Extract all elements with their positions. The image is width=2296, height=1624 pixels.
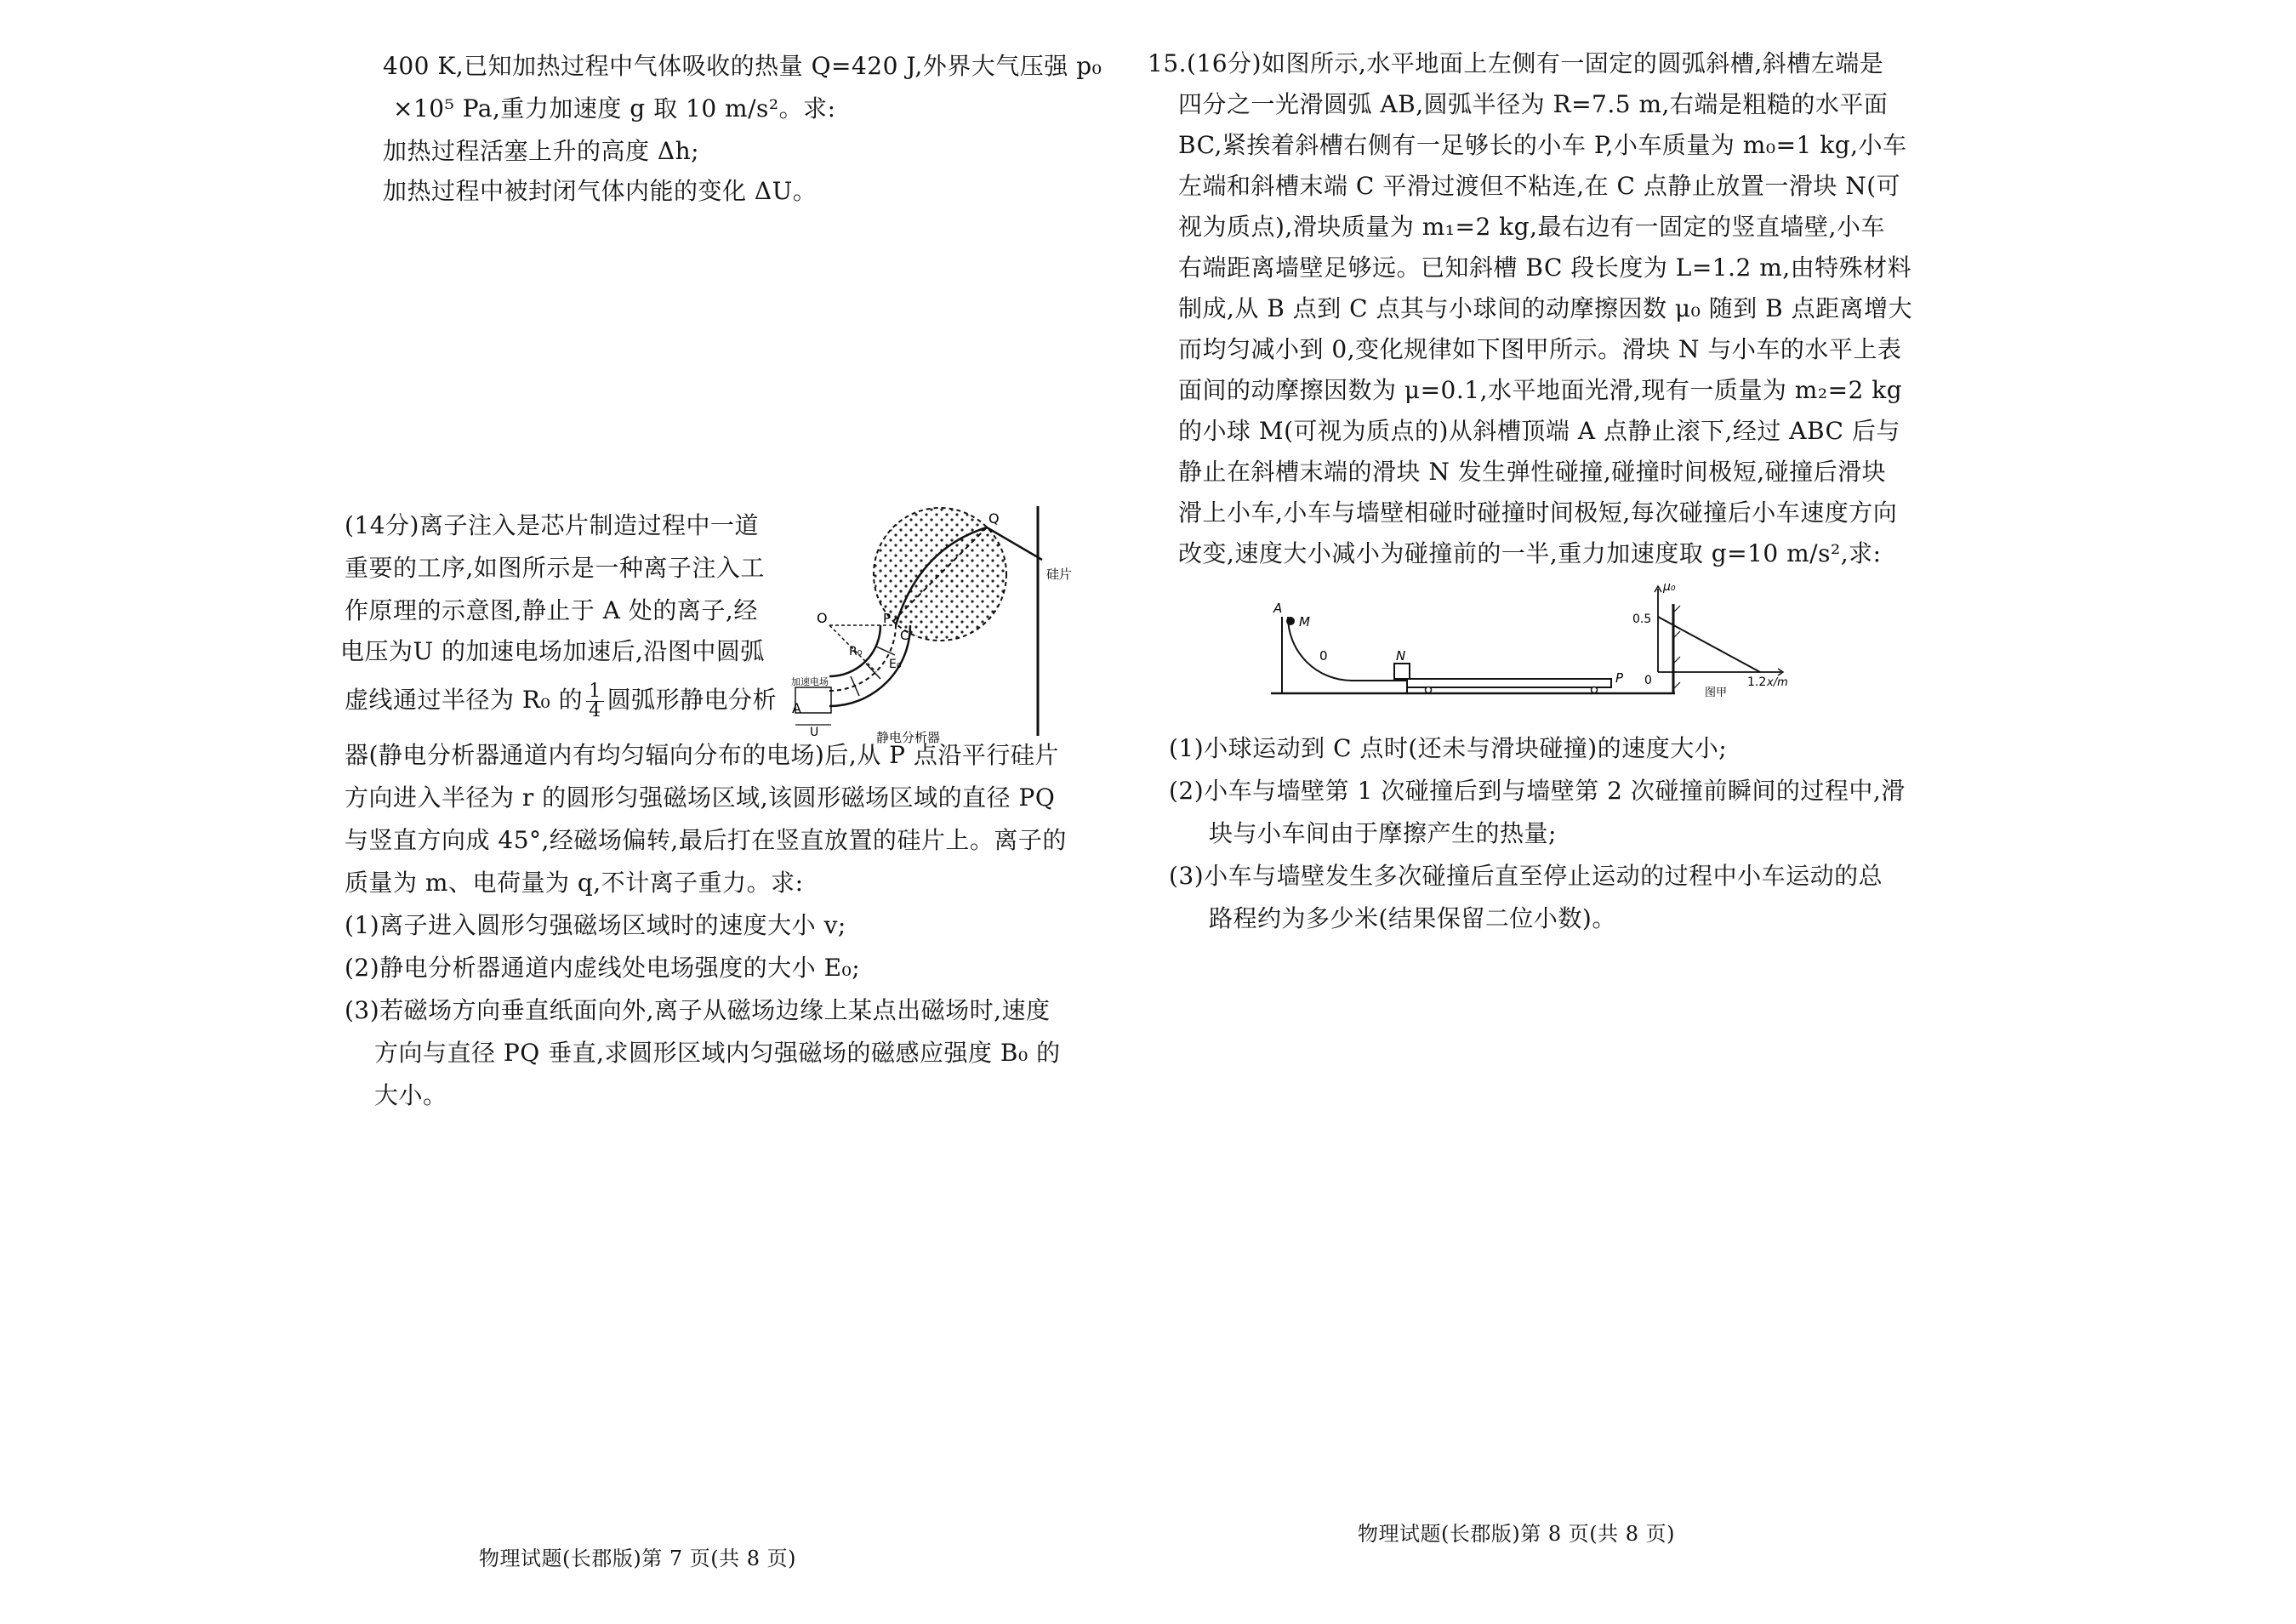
q14-line-4: 加热过程中被封闭气体内能的变化 ΔU。 <box>383 177 818 205</box>
q15-body-3: 与竖直方向成 45°,经磁场偏转,最后打在竖直放置的硅片上。离子的 <box>345 826 1067 854</box>
label-a: A <box>792 700 801 716</box>
q15-line-5 <box>345 682 777 721</box>
q14-line-1: 400 K,已知加热过程中气体吸收的热量 Q=420 J,外界大气压强 p₀ <box>383 52 1102 80</box>
cart-p <box>1407 679 1611 687</box>
mu-line <box>1658 617 1760 672</box>
label-o: O <box>817 610 828 626</box>
q15-question-3-cont: 方向与直径 PQ 垂直,求圆形区域内匀强磁场的磁感应强度 B₀ 的 <box>374 1039 1061 1067</box>
label-e0: E₀ <box>889 658 902 671</box>
ball-m <box>1286 617 1295 625</box>
q15-question-3-end: 大小。 <box>374 1081 447 1109</box>
q16-line-11: 静止在斜槽末端的滑块 N 发生弹性碰撞,碰撞时间极短,碰撞后滑块 <box>1178 458 1887 486</box>
label-accel-field: 加速电场 <box>791 676 829 687</box>
cart-wheel <box>1426 687 1432 693</box>
q15-line-4: 电压为U 的加速电场加速后,沿图中圆弧 <box>340 637 765 665</box>
graph-caption: 图甲 <box>1705 687 1728 698</box>
ion-implant-figure <box>791 502 1072 749</box>
label-wafer: 硅片 <box>1046 567 1072 582</box>
label-p: P <box>883 611 892 626</box>
q14-line-3: 加热过程活塞上升的高度 Δh; <box>383 137 700 165</box>
q15-body-2: 方向进入半径为 r 的圆形匀强磁场区域,该圆形磁场区域的直径 PQ <box>345 784 1056 812</box>
q15-body-4: 质量为 m、电荷量为 q,不计离子重力。求: <box>345 869 804 897</box>
q16-line-4: 左端和斜槽末端 C 平滑过渡但不粘连,在 C 点静止放置一滑块 N(可 <box>1178 172 1901 200</box>
q16-line-1: 15.(16分)如图所示,水平地面上左侧有一固定的圆弧斜槽,斜槽左端是 <box>1148 49 1884 77</box>
q16-line-6: 右端距离墙壁足够远。已知斜槽 BC 段长度为 L=1.2 m,由特殊材料 <box>1178 254 1912 282</box>
q15-body-1: 器(静电分析器通道内有均匀辐向分布的电场)后,从 P 点沿平行硅片 <box>345 741 1059 769</box>
graph-origin: 0 <box>1644 674 1652 687</box>
label-p-cart: P <box>1615 670 1624 686</box>
label-analyzer: 静电分析器 <box>876 730 941 745</box>
q16-line-10: 的小球 M(可视为质点的)从斜槽顶端 A 点静止滚下,经过 ABC 后与 <box>1178 417 1900 445</box>
q15-line-5-before: 虚线通过半径为 R₀ 的 <box>345 686 584 714</box>
label-u: U <box>810 726 819 739</box>
label-q: Q <box>988 510 1000 527</box>
q14-line-2: ×10⁵ Pa,重力加速度 g 取 10 m/s²。求: <box>393 94 836 123</box>
q16-line-12: 滑上小车,小车与墙壁相碰时碰撞时间极短,每次碰撞后小车速度方向 <box>1178 499 1898 527</box>
label-r0: R₀ <box>849 645 863 658</box>
right-page-footer: 物理试题(长郡版)第 8 页(共 8 页) <box>1358 1522 1676 1546</box>
label-c: C <box>900 628 909 643</box>
q16-line-9: 面间的动摩擦因数为 μ=0.1,水平地面光滑,现有一质量为 m₂=2 kg <box>1178 376 1903 404</box>
q16-line-3: BC,紧挨着斜槽右侧有一足够长的小车 P,小车质量为 m₀=1 kg,小车 <box>1178 131 1907 159</box>
graph-y-tick: 0.5 <box>1632 613 1652 626</box>
graph-x-label: x/m <box>1767 676 1788 689</box>
quarter-fraction: $\frac{1}{4}$ <box>586 682 604 721</box>
label-o-center: 0 <box>1319 648 1328 664</box>
q16-question-2-cont: 块与小车间由于摩擦产生的热量; <box>1209 819 1557 847</box>
q16-question-3-cont: 路程约为多少米(结果保留二位小数)。 <box>1209 904 1616 932</box>
label-n: N <box>1396 648 1406 664</box>
q15-line-5-after: 圆弧形静电分析 <box>607 686 778 714</box>
right-page <box>1148 0 2296 1624</box>
cart-wheel <box>1592 687 1598 693</box>
q16-question-1: (1)小球运动到 C 点时(还未与滑块碰撞)的速度大小; <box>1169 734 1728 762</box>
q16-question-2: (2)小车与墙壁第 1 次碰撞后到与墙壁第 2 次碰撞前瞬间的过程中,滑 <box>1169 777 1906 805</box>
label-a-point: A <box>1273 601 1283 616</box>
q15-question-1: (1)离子进入圆形匀强磁场区域时的速度大小 v; <box>345 911 846 939</box>
slider-n <box>1394 664 1410 679</box>
q15-line-2: 重要的工序,如图所示是一种离子注入工 <box>345 554 765 582</box>
label-m: M <box>1299 614 1310 630</box>
mu-graph <box>1624 578 1794 698</box>
q15-line-1: (14分)离子注入是芯片制造过程中一道 <box>345 511 759 539</box>
left-page-footer: 物理试题(长郡版)第 7 页(共 8 页) <box>479 1547 797 1570</box>
q16-line-8: 而均匀减小到 0,变化规律如下图甲所示。滑块 N 与小车的水平上表 <box>1178 335 1902 363</box>
q16-question-3: (3)小车与墙壁发生多次碰撞后直至停止运动的过程中小车运动的总 <box>1169 862 1883 890</box>
q16-line-13: 改变,速度大小减小为碰撞前的一半,重力加速度取 g=10 m/s²,求: <box>1178 539 1882 567</box>
q15-question-2: (2)静电分析器通道内虚线处电场强度的大小 E₀; <box>345 954 861 982</box>
graph-y-label: μ₀ <box>1663 580 1676 594</box>
field-arrow <box>866 664 880 679</box>
q15-line-3: 作原理的示意图,静止于 A 处的离子,经 <box>345 596 758 624</box>
q16-line-5: 视为质点),滑块质量为 m₁=2 kg,最右边有一固定的竖直墙壁,小车 <box>1178 213 1885 241</box>
graph-x-tick: 1.2 <box>1747 675 1767 689</box>
q16-line-7: 制成,从 B 点到 C 点其与小球间的动摩擦因数 μ₀ 随到 B 点距离增大 <box>1178 294 1913 322</box>
q15-question-3: (3)若磁场方向垂直纸面向外,离子从磁场边缘上某点出磁场时,速度 <box>345 996 1051 1024</box>
q16-line-2: 四分之一光滑圆弧 AB,圆弧半径为 R=7.5 m,右端是粗糙的水平面 <box>1178 90 1889 118</box>
